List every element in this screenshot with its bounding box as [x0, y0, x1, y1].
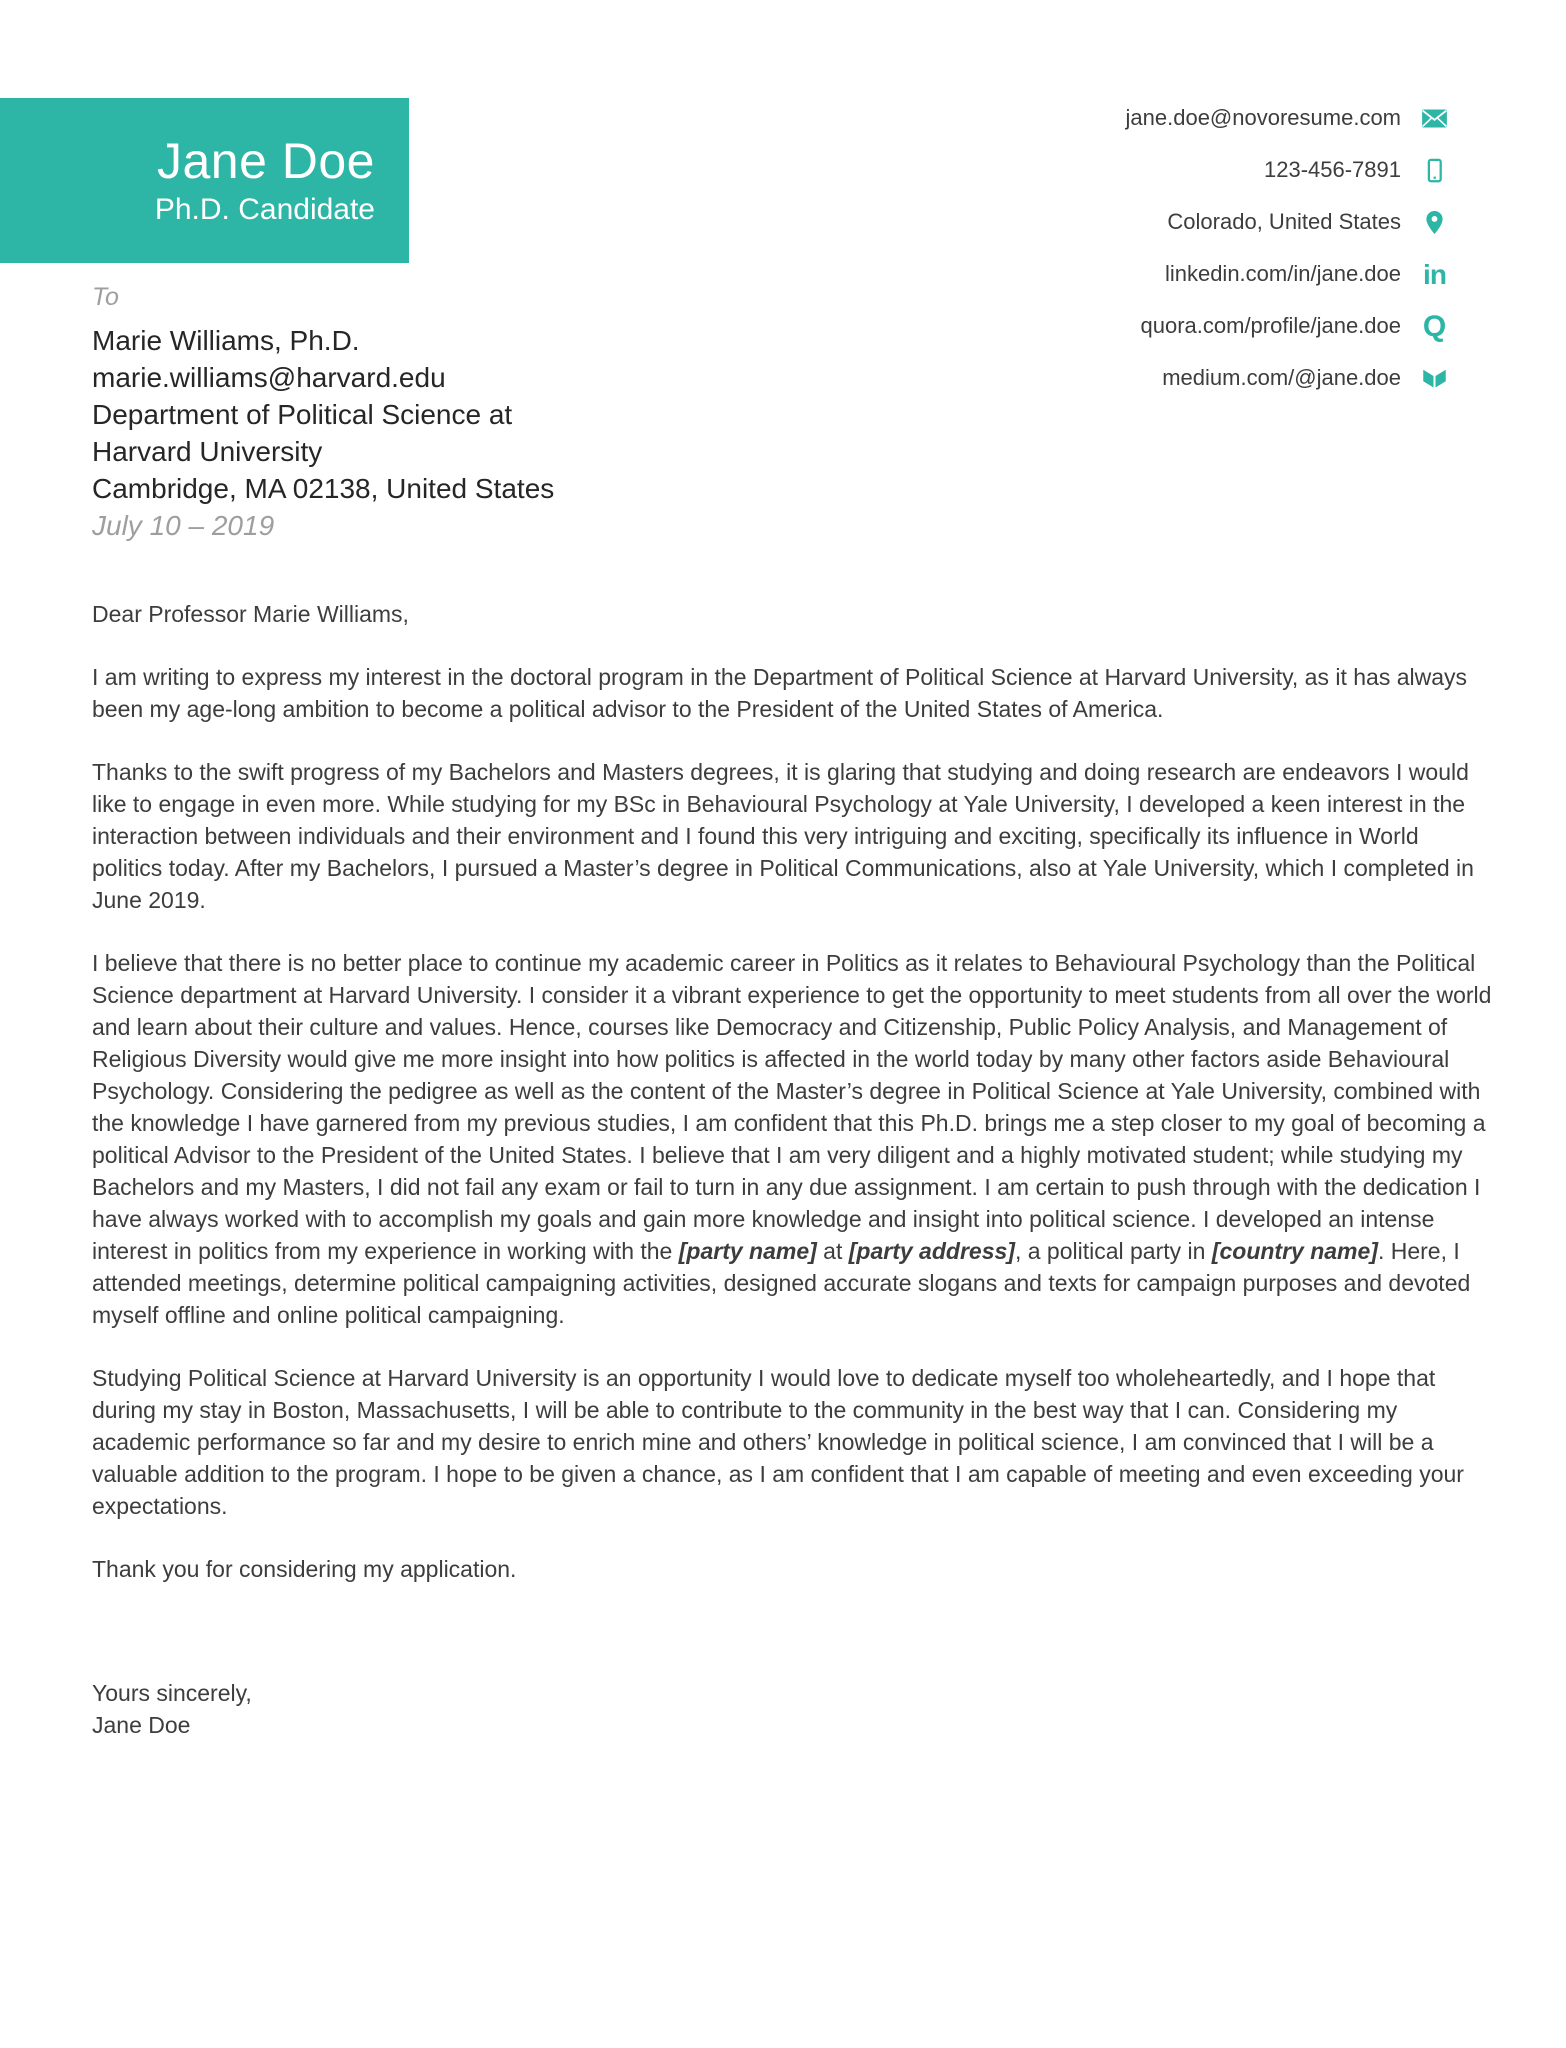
linkedin-icon: in	[1423, 258, 1446, 290]
valediction: Yours sincerely,	[92, 1680, 252, 1706]
salutation: Dear Professor Marie Williams,	[92, 601, 409, 627]
contact-email-value: jane.doe@novoresume.com	[1125, 105, 1401, 130]
letter-date: July 10 – 2019	[92, 510, 275, 541]
contact-linkedin-value: linkedin.com/in/jane.doe	[1164, 261, 1401, 286]
contact-item-medium	[1126, 352, 1448, 404]
recipient-department: Department of Political Science at	[92, 399, 513, 430]
location-icon	[1421, 209, 1448, 236]
paragraph-4: Studying Political Science at Harvard University is an opportunity I would love to dedicate myself too wholeheartedly, and I hope that during my stay in Boston, Massachusetts, I will be able to contribute to the community in the best way that I can. Considering my academic performance so far and my desire to enrich mine and others’ knowledge in political science, I am convinced that I will be a valuable addition to the program. I hope to be given a chance, as I am confident that I am capable of meeting and even exceeding your expectations.	[92, 1365, 1464, 1519]
email-icon	[1421, 105, 1448, 132]
recipient-name: Marie Williams, Ph.D.	[92, 325, 360, 356]
recipient-university: Harvard University	[92, 436, 323, 467]
recipient-address: Cambridge, MA 02138, United States	[92, 473, 555, 504]
paragraph-3: I believe that there is no better place to continue my academic career in Politics as it relates to Behavioural Psychology than the Political Science department at Harvard University. I consider it a vibrant experience to get the opportunity to meet students from all over the world and learn about their culture and values. Hence, courses like Democracy and Citizenship, Public Policy Analysis, and Management of Religious Diversity would give me more insight into how politics is affected in the world today by many other factors aside Behavioural Psychology. Considering the pedigree as well as the content of the Master’s degree in Political Science at Yale University, combined with the knowledge I have garnered from my previous studies, I am confident that this Ph.D. brings me a step closer to my goal of becoming a political Advisor to the President of the United States. I believe that I am very diligent and a highly motivated student; while studying my Bachelors and my Masters, I did not fail any exam or fail to turn in any due assignment. I am certain to push through with the dedication I have always worked with to accomplish my goals and gain more knowledge and insight into political science. I developed an intense interest in politics from my experience in working with the [party name] at [party address], a political party in [country name]. Here, I attended meetings, determine political campaigning activities, designed accurate slogans and texts for campaign purposes and devoted myself offline and online political campaigning.	[92, 950, 1492, 1328]
candidate-name: Jane Doe	[156, 133, 375, 189]
contact-item-email	[1126, 92, 1448, 144]
closing-block	[92, 1677, 1492, 1741]
candidate-title: Ph.D. Candidate	[154, 193, 375, 226]
contact-location-value: Colorado, United States	[1167, 209, 1401, 234]
phone-icon	[1421, 157, 1448, 184]
contact-item-linkedin	[1126, 248, 1448, 300]
medium-icon	[1421, 365, 1448, 392]
contact-item-location	[1126, 196, 1448, 248]
contact-quora-value: quora.com/profile/jane.doe	[1140, 313, 1401, 338]
contact-list	[1126, 92, 1448, 404]
signature-name: Jane Doe	[92, 1712, 191, 1738]
recipient-block	[92, 283, 554, 544]
name-banner	[0, 98, 409, 263]
contact-phone-value: 123-456-7891	[1263, 157, 1401, 182]
paragraph-1: I am writing to express my interest in the doctoral program in the Department of Political Science at Harvard University, as it has always been my age-long ambition to become a political advisor to the President of the United States of America.	[92, 664, 1468, 722]
recipient-email: marie.williams@harvard.edu	[92, 362, 446, 393]
contact-medium-value: medium.com/@jane.doe	[1162, 365, 1401, 390]
contact-item-quora	[1126, 300, 1448, 352]
contact-item-phone	[1126, 144, 1448, 196]
letter-body	[92, 598, 1492, 1741]
to-label: To	[92, 283, 119, 311]
quora-icon: Q	[1422, 309, 1447, 343]
paragraph-5: Thank you for considering my application.	[92, 1556, 517, 1582]
paragraph-2: Thanks to the swift progress of my Bachelors and Masters degrees, it is glaring that studying and doing research are endeavors I would like to engage in even more. While studying for my BSc in Behavioural Psychology at Yale University, I developed a keen interest in the interaction between individuals and their environment and I found this very intriguing and exciting, specifically its influence in World politics today. After my Bachelors, I pursued a Master’s degree in Political Communications, also at Yale University, which I completed in June 2019.	[92, 759, 1474, 913]
